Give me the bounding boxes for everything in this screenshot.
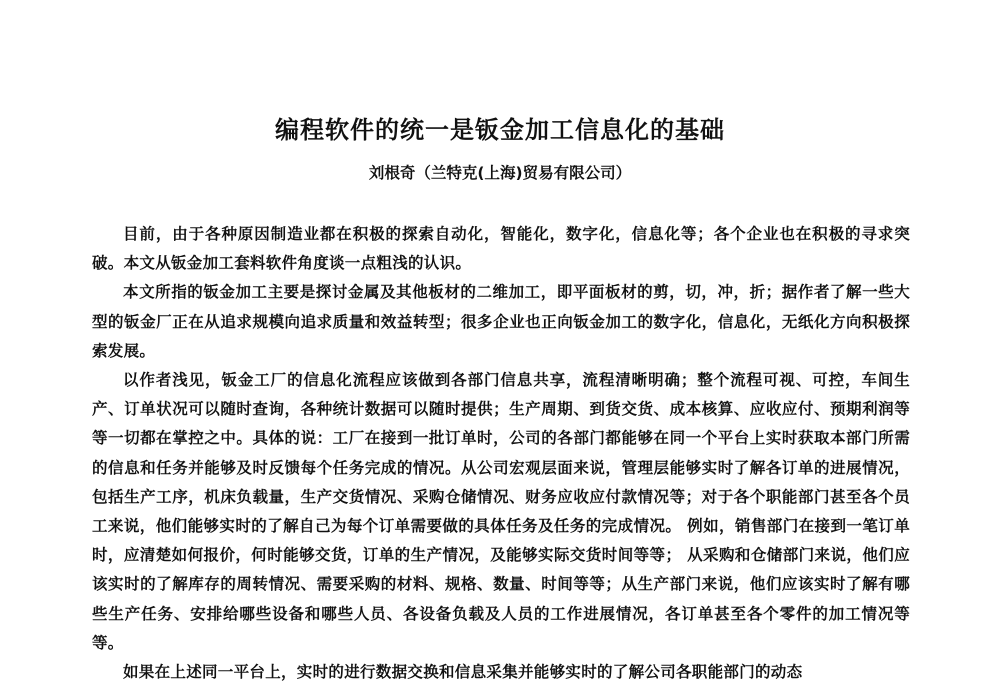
document-author: 刘根奇（兰特克(上海)贸易有限公司） [368, 164, 632, 182]
paragraph-scope: 本文所指的钣金加工主要是探讨金属及其他板材的二维加工，即平面板材的剪，切，冲，折；据作者了解一些大型的钣金厂正在从追求规模向追求质量和效益转型；很多企业也正向钣金加工的数字化，信息化，无纸化方向积极探索发展。 [92, 283, 910, 360]
paragraph-informatization: 以作者浅见，钣金工厂的信息化流程应该做到各部门信息共享，流程清晰明确；整个流程可视、可控，车间生产、订单状况可以随时查询，各种统计数据可以随时提供；生产周期、到货交货、成本核算、应收应付、预期利润等等一切都在掌控之中。具体的说：工厂在接到一批订单时，公司的各部门都能够在同一个平台上实时获取本部门所需的信息和任务并能够及时反馈每个任务完成的情况。从公司宏观层面来说，管理层能够实时了解各订单的进展情况，包括生产工序，机床负载量，生产交货情况、采购仓储情况、财务应收应付款情况等；对于各个职能部门甚至各个员工来说，他们能够实时的了解自己为每个订单需要做的具体任务及任务的完成情况。 例如，销售部门在接到一笔订单时，应清楚如何报价，何时能够交货，订单的生产情况，及能够实际交货时间等等； 从采购和仓储部门来说，他们应该实时的了解库存的周转情况、需要采购的材料、规格、数量、时间等等；从生产部门来说，他们应该实时了解有哪些生产任务、安排给哪些设备和哪些人员、各设备负载及人员的工作进展情况，各订单甚至各个零件的加工情况等等。 [92, 371, 910, 652]
paragraph-platform: 如果在上述同一平台上，实时的进行数据交换和信息采集并能够实时的了解公司各职能部门的动态 [123, 663, 803, 682]
paragraph-intro: 目前，由于各种原因制造业都在积极的探索自动化，智能化，数字化，信息化等；各个企业也在积极的寻求突破。本文从钣金加工套料软件角度谈一点粗浅的认识。 [92, 225, 910, 273]
document-body [92, 220, 910, 687]
document-title: 编程软件的统一是钣金加工信息化的基础 [275, 116, 725, 144]
